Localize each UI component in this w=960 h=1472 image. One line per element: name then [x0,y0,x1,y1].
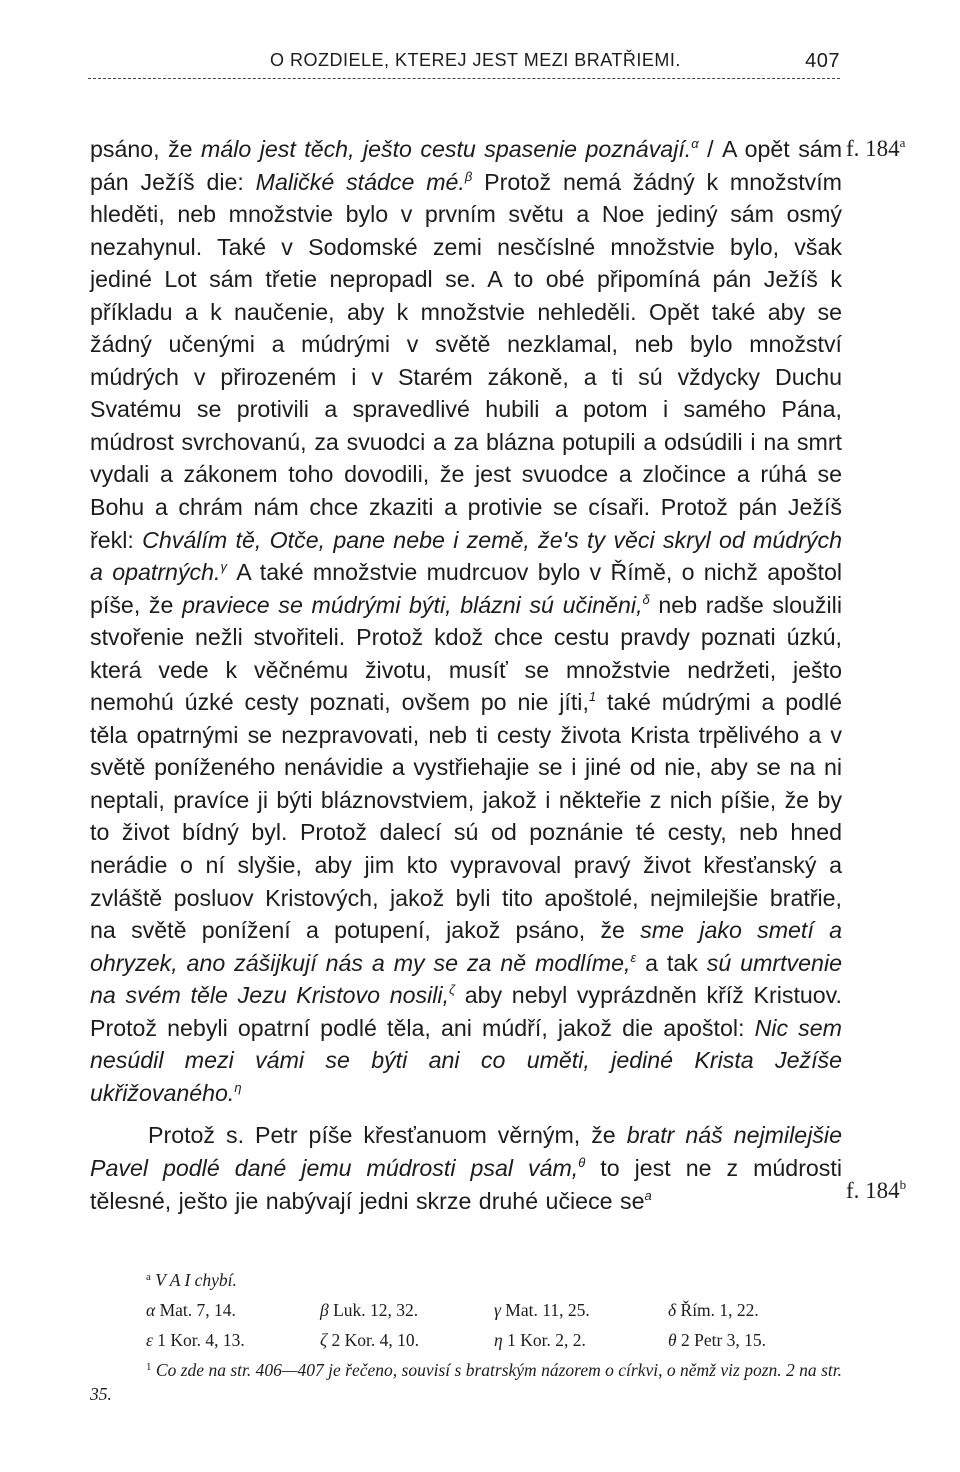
italic-quote: praviece se múdrými býti, blázni sú učiněni, [182,591,643,618]
text-run: Protož nemá žádný k množstvím hleděti, neb množstvie bylo v prvním světu a Noe jediný sám osmý nezahynul. Také v Sodomské zemi nesčíslné množstvie bylo, však jediné Lot sám třetie nepropadl se. A to obé připomíná pán Ježíš k příkladu a k naučenie, aby k množstvie nehleděli. Opět také aby se žádný učenými a múdrými v světě nezklamal, neb bylo množství múdrých v přirozeném i v Starém zákoně, a ti sú vždycky Duchu Svatému se protivili a spravedlivé hubili a potom i samého Pána, múdrost svrchovanú, za svuodci a za blázna potupili a odsúdili i na smrt vydali a zákonem toho dovodili, že jest svuodce a zločince a rúhá se Bohu a chrám nám chce zkaziti a protivie se císaři. Protož pán Ježíš řekl: [90,168,842,553]
text-run: a tak [636,949,707,976]
reference-item: β Luk. 12, 32. [320,1300,419,1320]
italic-quote: Nic sem nesúdil mezi vámi se býti ani co uměti, jediné Krista Ježíše ukřižovaného. [90,1014,842,1106]
note-marker: α [691,136,699,151]
editorial-note: $^1$ Co zde na str. 406—407 je řečeno, souvisí s bratrským názorem o církvi, o němž viz pozn. 2 na str. 35. [90,1360,842,1404]
text-run: také múdrými a podlé těla opatrnými se nezpravovati, neb ti cesty života Krista trpělivého a v světě poníženého nenávidie a vystřiehajie se i jiné od nie, aby se na ni neptali, pravíce ji býti bláznovstviem, jakož i někteřie z nich píšie, že by to život bídný byl. Protož dalecí sú od poznánie té cesty, neb hned nerádie o ní slyšie, aby jim kto vypravoval pravý život křesťanský a zvláště posluov Kristových, jakož byli tito apoštolé, nejmilejšie bratřie, na světě ponížení a potupení, jakož psáno, že [90,689,842,944]
note-marker: 1 [588,689,597,705]
margin-folio-184b: f. 184$^b$ [846,1177,907,1203]
text-run: A také množstvie mudrcuov bylo v Římě, o nichž apoštol píše, že [90,559,842,618]
text-run: / A opět sám pán Ježíš die: [90,136,843,195]
note-marker: δ [642,591,650,607]
reference-row [90,1328,842,1352]
text-run: Protož s. Petr píše křesťanuom věrným, že [148,1122,627,1149]
text-run: aby nebyl vyprázdněn kříž Kristuov. Protož nebyli opatrní podlé těla, ani múdří, jakož die apoštol: [90,982,842,1041]
paragraph [90,1119,842,1217]
reference-item: γ Mat. 11, 25. [494,1300,590,1320]
reference-item: δ Řím. 1, 22. [668,1300,759,1320]
text-run: neb radše sloužili stvořenie nežli stvořiteli. Protož kdož chce cestu pravdy poznati úzkú, která vede k věčnému životu, musíť se množstvie nedržeti, ješto nemohú úzké cesty poznati, ovšem po nie jíti, [90,591,842,716]
italic-quote: sme jako smetí a ohryzek, ano zášijkují nás a my se za ně modlíme, [90,917,842,976]
italic-quote: Maličké stádce mé. [255,168,465,195]
note-marker: β [464,168,473,184]
reference-item: ζ 2 Kor. 4, 10. [320,1330,419,1350]
main-text [90,133,842,1217]
reference-item: η 1 Kor. 2, 2. [494,1330,586,1350]
italic-quote: bratr náš nejmilejšie Pavel podlé dané jemu múdrosti psal vám, [90,1122,842,1181]
reference-item: ε 1 Kor. 4, 13. [146,1330,245,1350]
reference-row [90,1298,842,1322]
italic-quote: málo jest těch, ješto cestu spasenie poznávají. [201,136,692,162]
footnotes [90,1268,842,1406]
margin-folio-184a: f. 184$^a$ [846,135,906,161]
note-marker: ε [630,949,637,965]
reference-item: α Mat. 7, 14. [146,1300,236,1320]
note-marker: η [234,1079,242,1095]
header-rule [88,78,840,79]
variant-note: $^a$ V A I chybí. [146,1270,237,1290]
italic-quote: sú umrtvenie na svém těle Jezu Kristovo nosili, [90,949,842,1009]
running-title: O ROZDIELE, KTEREJ JEST MEZI BRATŘIEMI. [270,50,681,70]
note-marker: a [644,1187,652,1203]
text-run: psáno, že [90,136,202,162]
reference-item: θ 2 Petr 3, 15. [668,1330,767,1350]
note-marker: ζ [449,982,456,998]
italic-quote: Chválím tě, Otče, pane nebe i země, že's ty věci skryl od múdrých a opatrných. [90,526,842,586]
text-run: to jest ne z múdrosti tělesné, ješto jie nabývají jedni skrze druhé učiece se [90,1154,842,1214]
note-marker: γ [220,559,227,575]
note-marker: θ [578,1154,586,1170]
paragraph [90,133,842,1109]
running-header [90,44,840,78]
page-number: 407 [805,50,840,72]
